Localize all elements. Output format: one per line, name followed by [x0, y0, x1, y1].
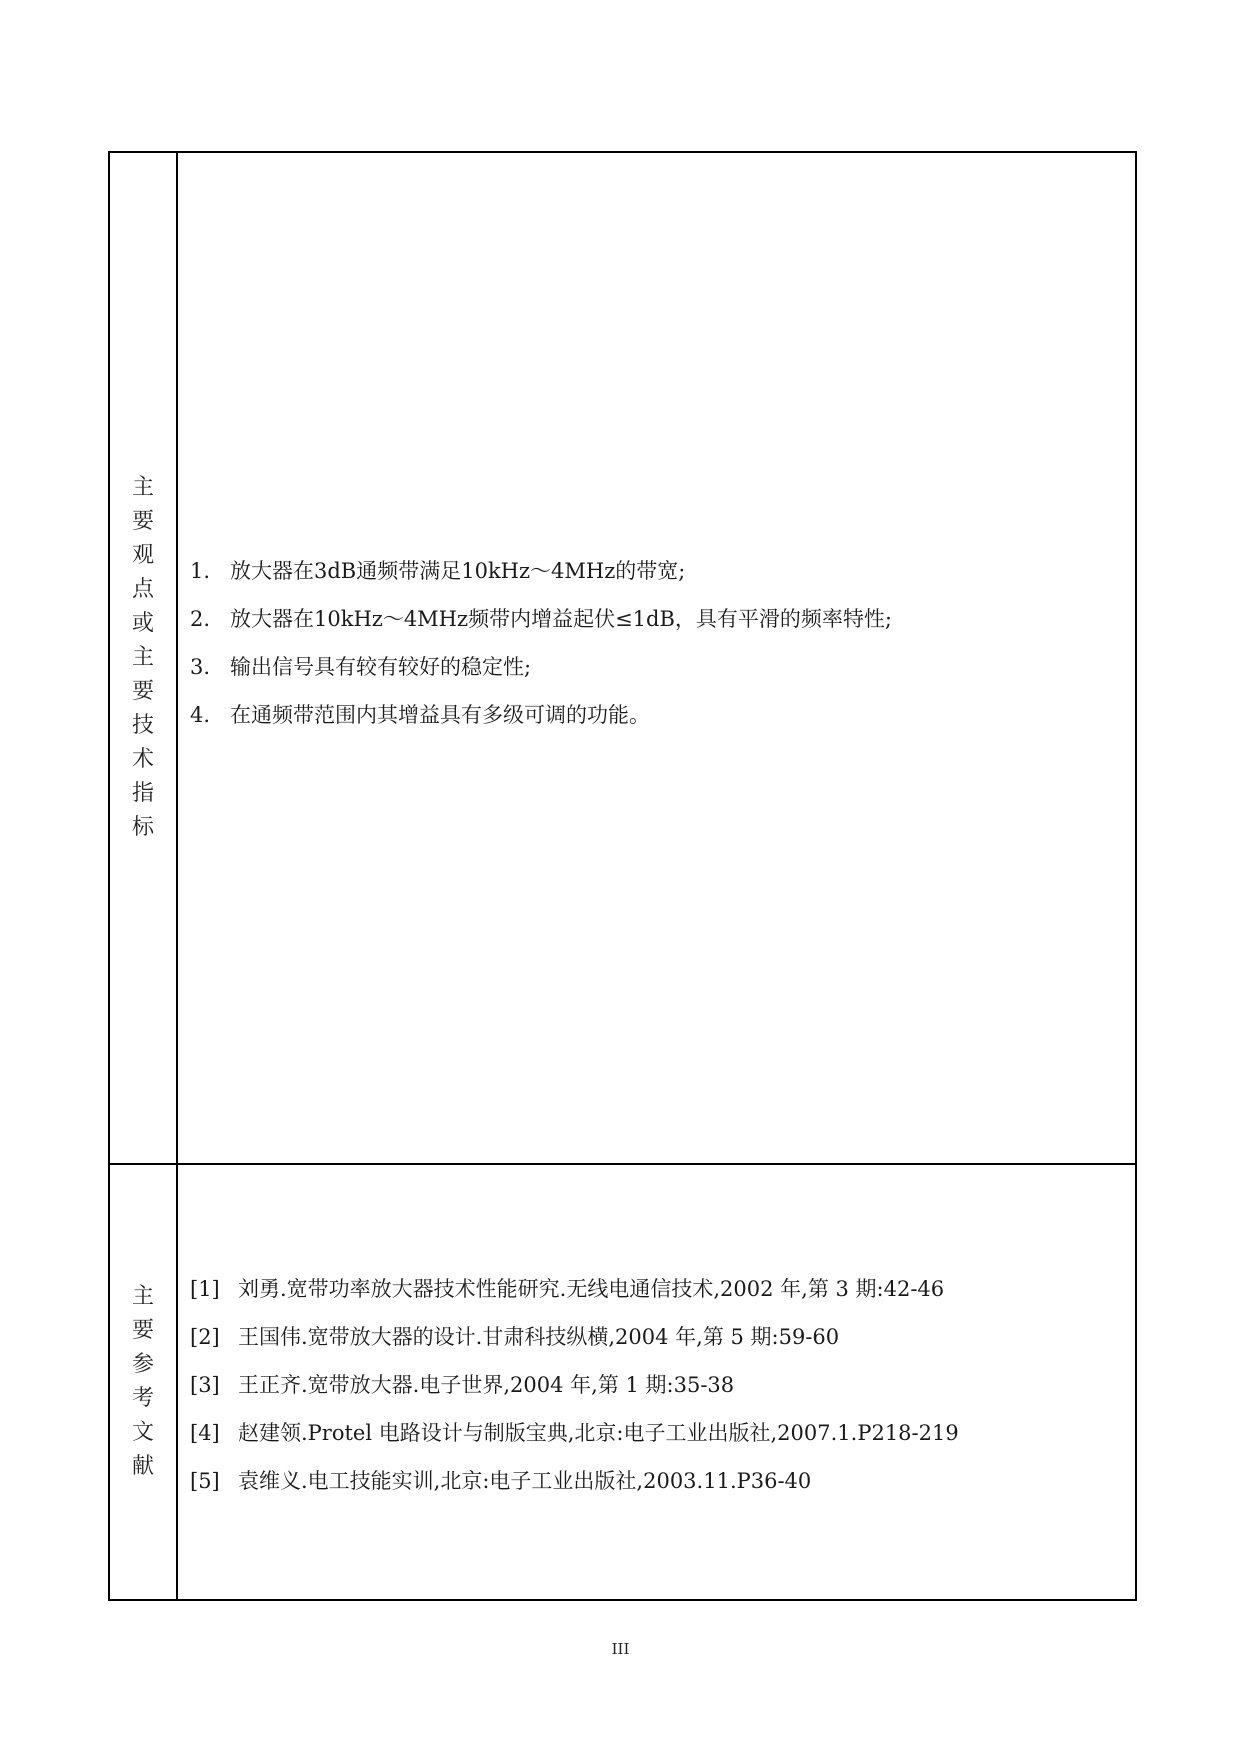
references-content-cell: [178, 1165, 1135, 1599]
spec-item: [190, 703, 892, 727]
spec-number: 1.: [190, 559, 211, 583]
references-label-char: 考: [131, 1386, 154, 1411]
reference-item: [190, 1277, 959, 1301]
specs-label-char: 术: [131, 747, 154, 772]
specs-label-char: 主: [131, 645, 154, 670]
spec-item: [190, 559, 892, 583]
reference-item: [190, 1469, 959, 1493]
spec-item: [190, 607, 892, 631]
spec-number: 4.: [190, 703, 211, 727]
spec-list: [190, 559, 892, 751]
reference-index: [1]: [190, 1277, 220, 1301]
references-vertical-label: [132, 1280, 154, 1484]
specs-vertical-label: [132, 471, 154, 845]
spec-text: 在通频带范围内其增益具有多级可调的功能。: [230, 703, 650, 727]
specs-label-char: 或: [131, 611, 154, 636]
references-label-char: 参: [131, 1352, 154, 1377]
specs-label-char: 技: [131, 713, 154, 738]
specs-label-char: 要: [131, 679, 154, 704]
specs-row: [110, 153, 1135, 1165]
spec-text: 放大器在10kHz～4MHz频带内增益起伏≤1dB，具有平滑的频率特性;: [230, 607, 892, 631]
specs-label-char: 要: [131, 509, 154, 534]
references-label-cell: [110, 1165, 178, 1599]
page-number: III: [611, 1640, 630, 1658]
specs-label-cell: [110, 153, 178, 1163]
references-label-char: 文: [131, 1420, 154, 1445]
reference-index: [3]: [190, 1373, 220, 1397]
spec-number: 3.: [190, 655, 211, 679]
specs-label-char: 观: [131, 543, 154, 568]
reference-item: [190, 1421, 959, 1445]
specs-content-cell: [178, 153, 1135, 1163]
specs-label-char: 点: [131, 577, 154, 602]
reference-index: [2]: [190, 1325, 220, 1349]
reference-text: 王正齐.宽带放大器.电子世界,2004 年,第 1 期:35-38: [238, 1373, 735, 1397]
specs-label-char: 主: [131, 475, 154, 500]
reference-text: 袁维义.电工技能实训,北京:电子工业出版社,2003.11.P36-40: [238, 1469, 812, 1493]
reference-text: 刘勇.宽带功率放大器技术性能研究.无线电通信技术,2002 年,第 3 期:42-46: [238, 1277, 945, 1301]
reference-item: [190, 1325, 959, 1349]
references-row: [110, 1165, 1135, 1599]
reference-list: [190, 1277, 959, 1517]
spec-text: 输出信号具有较有较好的稳定性;: [230, 655, 532, 679]
references-label-char: 主: [131, 1284, 154, 1309]
spec-text: 放大器在3dB通频带满足10kHz～4MHz的带宽;: [230, 559, 686, 583]
spec-item: [190, 655, 892, 679]
references-label-char: 要: [131, 1318, 154, 1343]
references-label-char: 献: [131, 1454, 154, 1479]
reference-index: [5]: [190, 1469, 220, 1493]
specs-label-char: 指: [131, 781, 154, 806]
specs-label-char: 标: [131, 815, 154, 840]
reference-text: 赵建领.Protel 电路设计与制版宝典,北京:电子工业出版社,2007.1.P218-219: [238, 1421, 959, 1445]
reference-item: [190, 1373, 959, 1397]
reference-index: [4]: [190, 1421, 220, 1445]
spec-number: 2.: [190, 607, 211, 631]
reference-text: 王国伟.宽带放大器的设计.甘肃科技纵横,2004 年,第 5 期:59-60: [238, 1325, 840, 1349]
form-table: [108, 151, 1137, 1601]
